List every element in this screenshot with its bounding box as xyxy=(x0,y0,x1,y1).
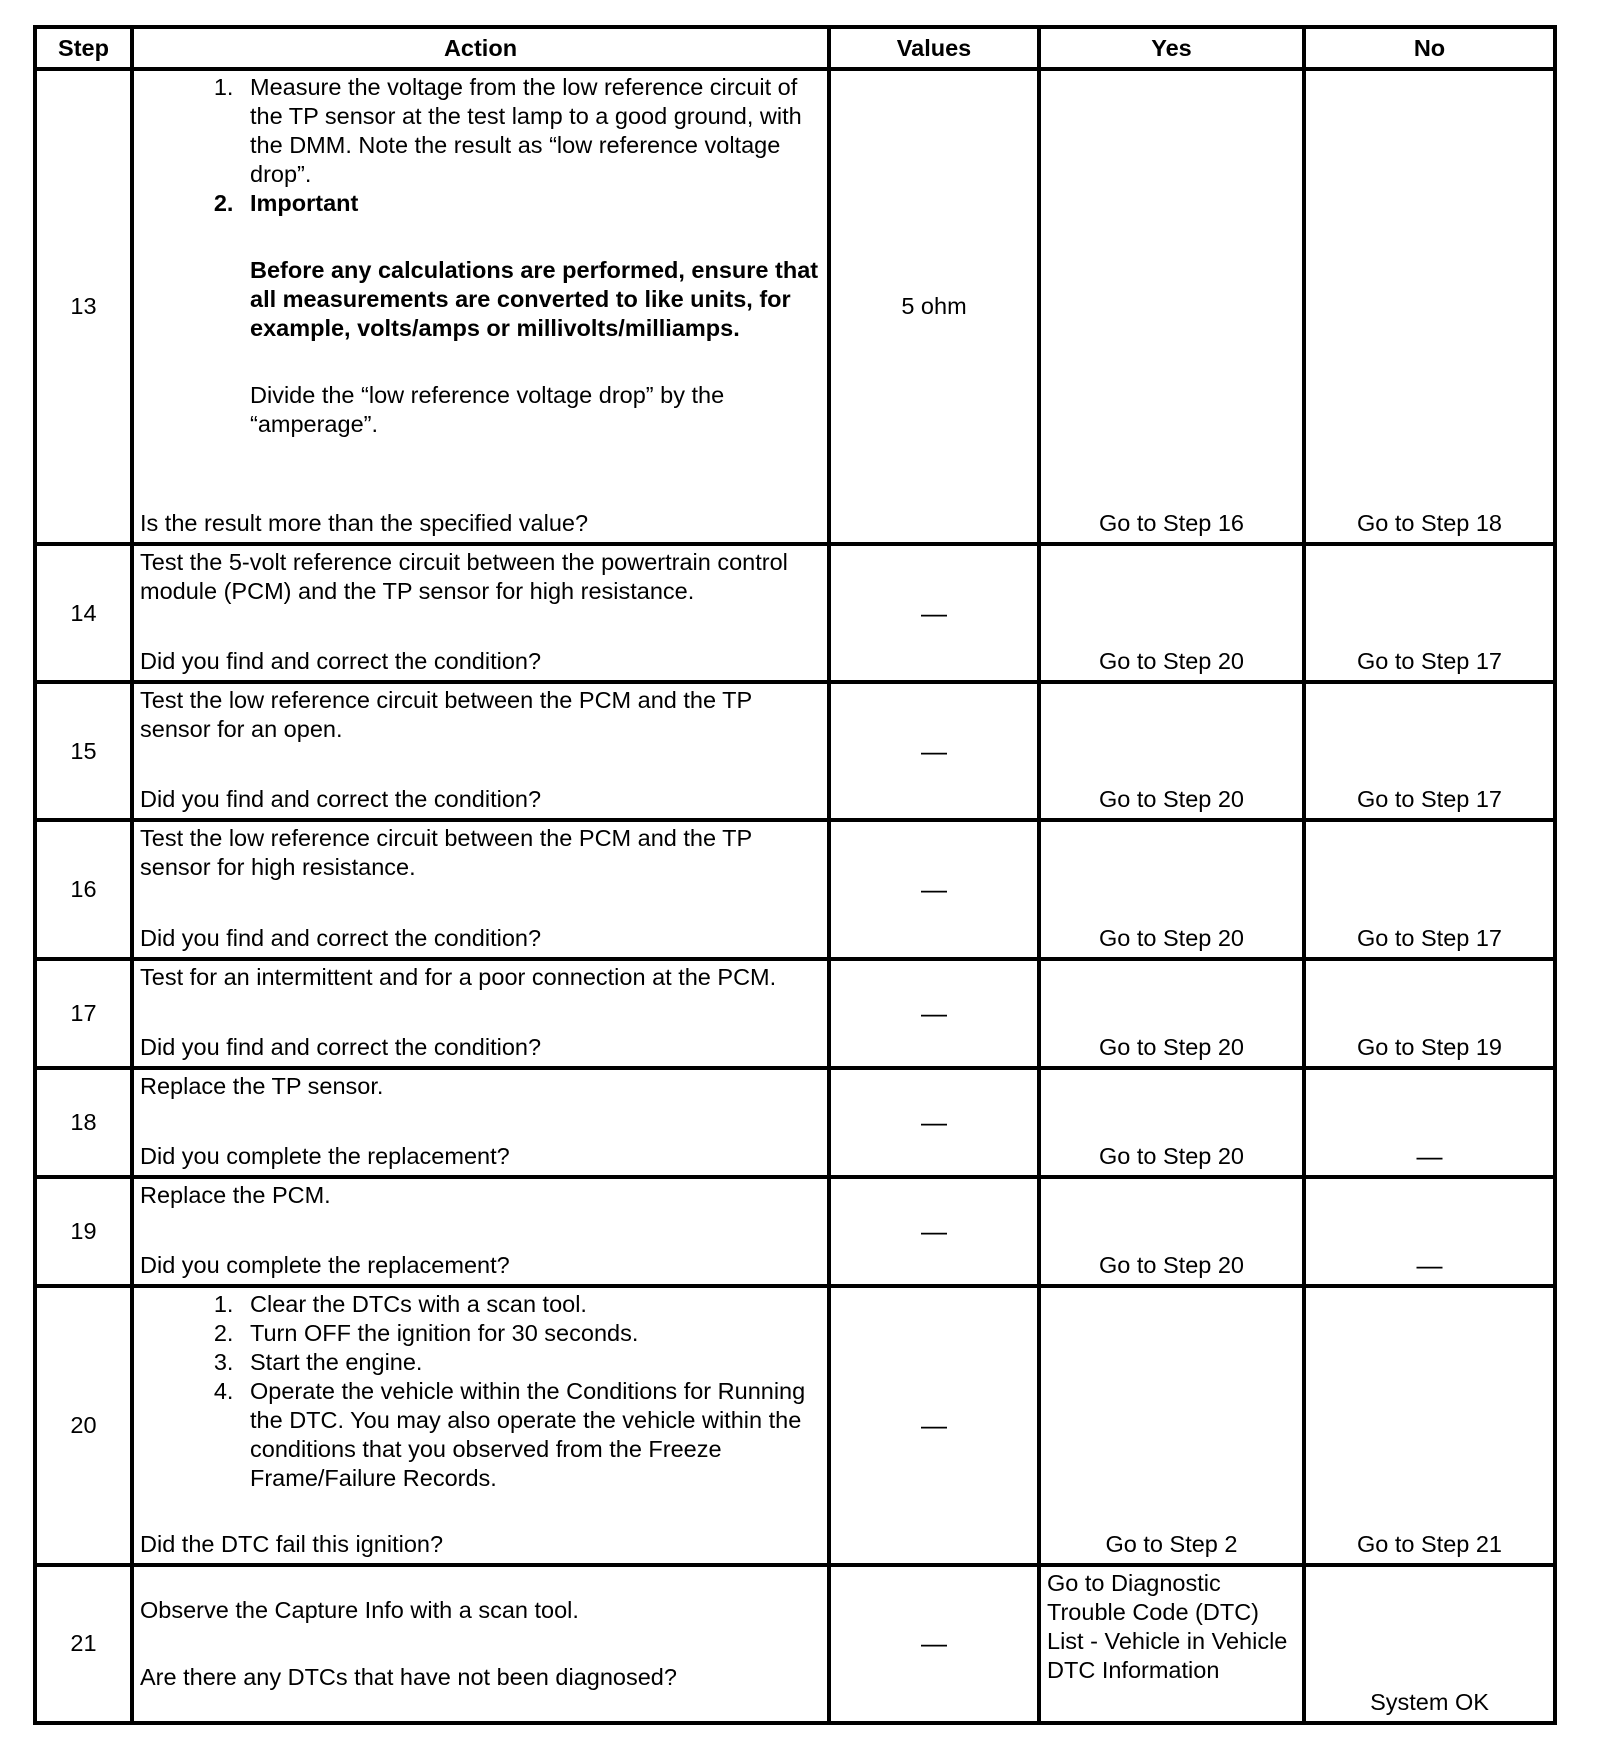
action-step: 1. Measure the voltage from the low reference circuit of the TP sensor at the test lamp to a good ground, with the DMM. Note the result as “low reference voltage drop”. xyxy=(240,73,821,189)
step-number: 16 xyxy=(35,820,132,958)
yes-cell xyxy=(1039,959,1304,1068)
action-question: Did you find and correct the condition? xyxy=(140,1033,542,1060)
table-row xyxy=(35,1286,1555,1565)
action-question: Did you find and correct the condition? xyxy=(140,924,542,951)
action-text: Replace the TP sensor. xyxy=(140,1072,384,1099)
yes-link[interactable]: Go to Diagnostic Trouble Code (DTC) List - Vehicle in Vehicle DTC Information xyxy=(1047,1569,1288,1683)
yes-link[interactable]: Go to Step 20 xyxy=(1098,1142,1245,1169)
no-link[interactable]: Go to Step 17 xyxy=(1356,648,1503,675)
yes-link[interactable]: Go to Step 20 xyxy=(1098,1251,1245,1278)
header-action: Action xyxy=(132,27,829,69)
action-cell xyxy=(132,1286,829,1565)
no-cell xyxy=(1304,1068,1555,1177)
yes-cell xyxy=(1039,682,1304,820)
yes-cell xyxy=(1039,1565,1304,1723)
yes-cell xyxy=(1039,820,1304,958)
spec-value: 5 ohm xyxy=(829,69,1039,544)
action-cell xyxy=(132,1068,829,1177)
step-number: 18 xyxy=(35,1068,132,1177)
step-number: 20 xyxy=(35,1286,132,1565)
no-cell xyxy=(1304,1565,1555,1723)
spec-value: — xyxy=(829,959,1039,1068)
yes-cell xyxy=(1039,544,1304,682)
divide-instruction: Divide the “low reference voltage drop” by the “amperage”. xyxy=(250,382,725,438)
spec-value: — xyxy=(829,1565,1039,1723)
no-link[interactable]: Go to Step 21 xyxy=(1356,1530,1503,1557)
action-text: Test for an intermittent and for a poor connection at the PCM. xyxy=(140,963,777,990)
table-row xyxy=(35,69,1555,544)
yes-link[interactable]: Go to Step 20 xyxy=(1098,924,1245,951)
no-cell xyxy=(1304,1286,1555,1565)
yes-link[interactable]: Go to Step 20 xyxy=(1098,648,1245,675)
no-cell xyxy=(1304,1177,1555,1286)
step-number: 19 xyxy=(35,1177,132,1286)
no-cell xyxy=(1304,69,1555,544)
spec-value: — xyxy=(829,1177,1039,1286)
action-step: 1. Clear the DTCs with a scan tool. xyxy=(240,1290,821,1319)
table-row xyxy=(35,1565,1555,1723)
step-number: 21 xyxy=(35,1565,132,1723)
action-step: 3. Start the engine. xyxy=(240,1348,821,1377)
action-question: Did you complete the replacement? xyxy=(140,1142,510,1169)
no-link[interactable]: Go to Step 17 xyxy=(1356,786,1503,813)
spec-value: — xyxy=(829,1286,1039,1565)
action-text: Test the low reference circuit between the PCM and the TP sensor for high resistance. xyxy=(140,825,752,881)
action-cell xyxy=(132,1177,829,1286)
table-row xyxy=(35,1177,1555,1286)
yes-link[interactable]: Go to Step 20 xyxy=(1098,1033,1245,1060)
table-row xyxy=(35,544,1555,682)
yes-cell xyxy=(1039,1068,1304,1177)
spec-value: — xyxy=(829,544,1039,682)
no-link[interactable]: Go to Step 17 xyxy=(1356,924,1503,951)
action-text: Test the low reference circuit between the PCM and the TP sensor for an open. xyxy=(140,687,752,743)
yes-cell xyxy=(1039,1286,1304,1565)
no-cell xyxy=(1304,820,1555,958)
action-step: 2. Turn OFF the ignition for 30 seconds. xyxy=(240,1319,821,1348)
no-cell xyxy=(1304,959,1555,1068)
spec-value: — xyxy=(829,1068,1039,1177)
step-number: 15 xyxy=(35,682,132,820)
yes-cell xyxy=(1039,1177,1304,1286)
action-text: Observe the Capture Info with a scan tool. xyxy=(140,1596,579,1623)
no-value: — xyxy=(1416,1140,1443,1171)
table-row xyxy=(35,959,1555,1068)
action-cell xyxy=(132,69,829,544)
no-value: — xyxy=(1416,1249,1443,1280)
spec-value: — xyxy=(829,682,1039,820)
action-cell xyxy=(132,544,829,682)
action-cell xyxy=(132,820,829,958)
important-note: Before any calculations are performed, ensure that all measurements are converted to like units, for example, volts/amps or millivolts/milliamps. xyxy=(250,257,819,342)
action-cell xyxy=(132,1565,829,1723)
table-row xyxy=(35,1068,1555,1177)
action-question: Did you complete the replacement? xyxy=(140,1251,510,1278)
step-number: 17 xyxy=(35,959,132,1068)
header-no: No xyxy=(1304,27,1555,69)
table-row xyxy=(35,682,1555,820)
yes-link[interactable]: Go to Step 16 xyxy=(1098,510,1245,537)
diagnostic-table xyxy=(33,25,1557,1725)
action-step-important: 2. Important xyxy=(240,189,821,218)
action-question: Is the result more than the specified value? xyxy=(140,510,589,537)
no-cell xyxy=(1304,544,1555,682)
no-value: System OK xyxy=(1370,1689,1489,1715)
action-question: Did you find and correct the condition? xyxy=(140,648,542,675)
action-question: Did the DTC fail this ignition? xyxy=(140,1530,444,1557)
header-step: Step xyxy=(35,27,132,69)
action-question: Did you find and correct the condition? xyxy=(140,786,542,813)
step-number: 13 xyxy=(35,69,132,544)
no-link[interactable]: Go to Step 18 xyxy=(1356,510,1503,537)
action-steps-list xyxy=(140,73,821,218)
spec-value: — xyxy=(829,820,1039,958)
step-number: 14 xyxy=(35,544,132,682)
no-link[interactable]: Go to Step 19 xyxy=(1356,1033,1503,1060)
yes-link[interactable]: Go to Step 2 xyxy=(1105,1530,1238,1557)
header-row xyxy=(35,27,1555,69)
yes-cell xyxy=(1039,69,1304,544)
action-text: Replace the PCM. xyxy=(140,1181,331,1208)
action-cell xyxy=(132,959,829,1068)
action-question: Are there any DTCs that have not been diagnosed? xyxy=(140,1663,677,1690)
table-row xyxy=(35,820,1555,958)
no-cell xyxy=(1304,682,1555,820)
action-text: Test the 5-volt reference circuit between the powertrain control module (PCM) and the TP sensor for high resistance. xyxy=(140,549,788,605)
action-cell xyxy=(132,682,829,820)
header-values: Values xyxy=(829,27,1039,69)
action-steps-list xyxy=(140,1290,821,1493)
action-step: 4. Operate the vehicle within the Conditions for Running the DTC. You may also operate the vehicle within the conditions that you observed from the Freeze Frame/Failure Records. xyxy=(240,1377,821,1493)
header-yes: Yes xyxy=(1039,27,1304,69)
yes-link[interactable]: Go to Step 20 xyxy=(1098,786,1245,813)
